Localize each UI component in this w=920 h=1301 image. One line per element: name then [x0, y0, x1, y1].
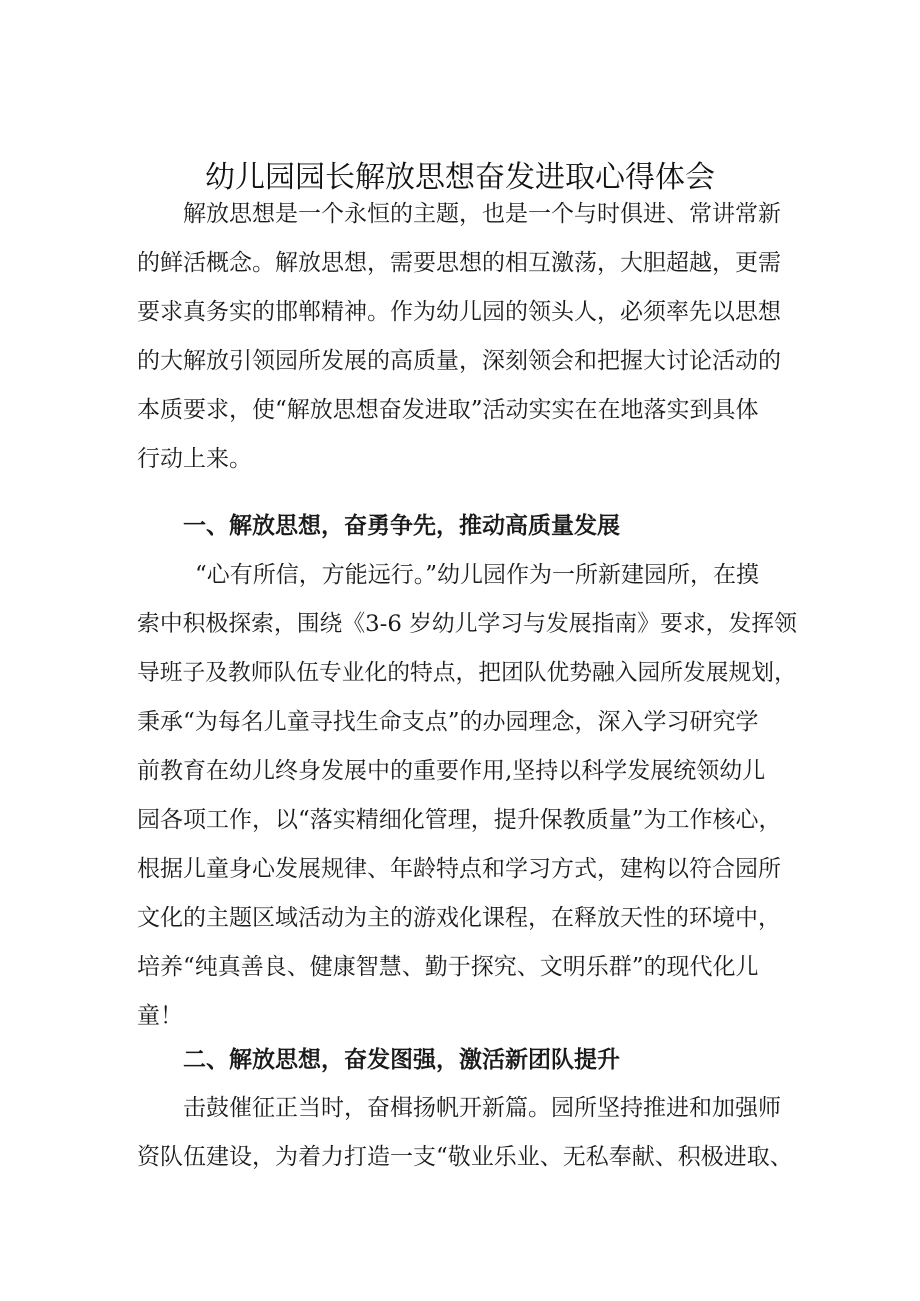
paragraph-line: 资队伍建设，为着力打造一支“敬业乐业、无私奉献、积极进取、 — [137, 1144, 793, 1170]
paragraph-line: 根据儿童身心发展规律、年龄特点和学习方式，建构以符合园所 — [137, 856, 781, 882]
intro-paragraph — [137, 190, 797, 484]
paragraph-line: 文化的主题区域活动为主的游戏化课程，在释放天性的环境中， — [137, 905, 781, 931]
paragraph-line: 童！ — [137, 1003, 183, 1029]
paragraph-line: 秉承“为每名儿童寻找生命支点”的办园理念，深入学习研究学 — [137, 709, 759, 735]
section1-paragraph — [137, 551, 797, 1041]
paragraph-line: 的大解放引领园所发展的高质量，深刻领会和把握大讨论活动的 — [137, 348, 781, 374]
section2-paragraph — [137, 1084, 797, 1182]
paragraph-line: 培养“纯真善良、健康智慧、勤于探究、文明乐群”的现代化儿 — [137, 954, 759, 980]
paragraph-line: 的鲜活概念。解放思想，需要思想的相互激荡，大胆超越，更需 — [137, 250, 781, 276]
paragraph-line: 行动上来。 — [137, 446, 252, 472]
page-title: 幼儿园园长解放思想奋发进取心得体会 — [205, 160, 715, 196]
paragraph-line: 导班子及教师队伍专业化的特点，把团队优势融入园所发展规划， — [137, 660, 797, 686]
paragraph-line: 本质要求，使“解放思想奋发进取”活动实实在在地落实到具体 — [137, 397, 759, 423]
section-heading-1: 一、解放思想，奋勇争先，推动高质量发展 — [183, 513, 620, 539]
paragraph-line: 要求真务实的邯郸精神。作为幼儿园的领头人，必须率先以思想 — [137, 299, 781, 325]
paragraph-line: 解放思想是一个永恒的主题，也是一个与时俱进、常讲常新 — [183, 201, 781, 227]
paragraph-line: 索中积极探索，围绕《3-6 岁幼儿学习与发展指南》要求，发挥领 — [137, 611, 797, 637]
paragraph-line: 击鼓催征正当时，奋楫扬帆开新篇。园所坚持推进和加强师 — [183, 1095, 781, 1121]
paragraph-line: 前教育在幼儿终身发展中的重要作用,坚持以科学发展统领幼儿 — [137, 758, 766, 784]
paragraph-line: “心有所信，方能远行。”幼儿园作为一所新建园所，在摸 — [195, 562, 760, 588]
paragraph-line: 园各项工作，以“落实精细化管理，提升保教质量”为工作核心， — [137, 807, 782, 833]
section-heading-2: 二、解放思想，奋发图强，激活新团队提升 — [183, 1047, 620, 1073]
